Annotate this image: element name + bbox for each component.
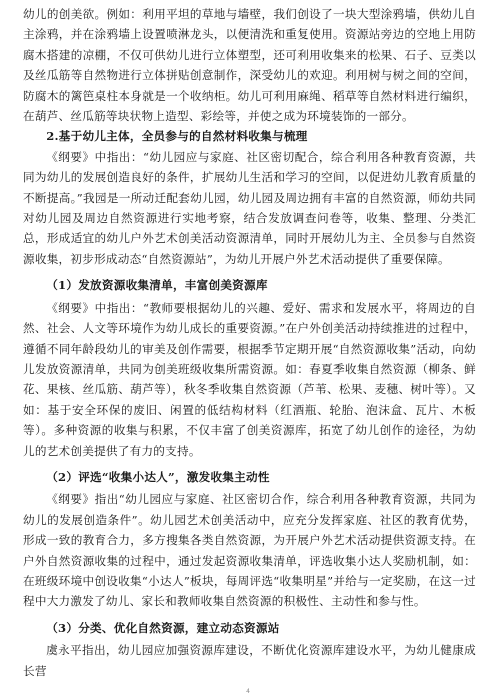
subsection-heading: （1）发放资源收集清单，丰富创美资源库: [46, 278, 268, 293]
section-heading: 2.基于幼儿主体，全员参与的自然材料收集与梳理: [46, 129, 308, 144]
subsection-heading: （3）分类、优化自然资源，建立动态资源站: [46, 620, 280, 635]
body-paragraph: 幼儿的创美欲。例如：利用平坦的草地与墙壁，我们创设了一块大型涂鸦墙，供幼儿自主涂鸦，并在涂鸦墙上设置喷淋龙头，以便清洗和重复使用。资源站旁边的空地上用防腐木搭建的凉棚，不仅可供幼儿进行立体塑型，还可利用收集来的松果、石子、豆类以及丝瓜筋等自然物进行立体拼贴创意制作，深受幼儿的欢迎。利用树与树之间的空间，防腐木的篱笆桌柱本身就是一个收纳柜。幼儿可利用麻绳、稻草等自然材料进行编织，在葫芦、丝瓜筋等块状物上造型、彩绘等，并使之成为环境装饰的一部分。: [23, 7, 476, 124]
body-paragraph: 《纲要》中指出：“教师要根据幼儿的兴趣、爱好、需求和发展水平，将周边的自然、社会、人文等环境作为幼儿成长的重要资源。”在户外创美活动持续推进的过程中，遵循不同年龄段幼儿的审美及创作需要，根据季节定期开展“自然资源收集”活动，向幼儿发放资源清单，共同为创美班级收集所需资源。如：春夏季收集自然资源（柳条、鲜花、果核、丝瓜筋、葫芦等），秋冬季收集自然资源（芦苇、松果、麦穗、树叶等）。又如：基于安全环保的废旧、闲置的低结构材料（红酒瓶、轮胎、泡沫盒、瓦片、木板等）。多种资源的收集与积累，不仅丰富了创美资源库，拓宽了幼儿创作的途径，为幼儿的艺术创美提供了有力的支持。: [23, 300, 476, 458]
body-paragraph: 虞永平指出，幼儿园应加强资源库建设，不断优化资源库建设水平，为幼儿健康成长营: [23, 643, 476, 678]
page-number: 4: [246, 688, 250, 695]
body-paragraph: 《纲要》中指出：“幼儿园应与家庭、社区密切配合，综合利用各种教育资源，共同为幼儿的发展创造良好的条件，扩展幼儿生活和学习的空间，以促进幼儿教育质量的不断提高。”我园是一所动迁配套幼儿园，幼儿园及周边拥有丰富的自然资源，师幼共同对幼儿园及周边自然资源进行实地考察，结合发放调查问卷等，收集、整理、分类汇总，形成适宜的幼儿户外艺术创美活动资源清单，同时开展幼儿为主、全员参与自然资源收集，初步形成动态“自然资源站”，为幼儿开展户外艺术活动提供了重要保障。: [23, 149, 476, 266]
body-paragraph: 《纲要》指出“幼儿园应与家庭、社区密切合作，综合利用各种教育资源，共同为幼儿的发展创造条件”。幼儿园艺术创美活动中，应充分发挥家庭、社区的教育优势，形成一致的教育合力，多方搜集各类自然资源，为开展户外艺术活动提供资源支持。在户外自然资源收集的过程中，通过发起资源收集清单，评选收集小达人奖励机制，如：在班级环境中创设收集“小达人”板块，每周评选“收集明星”并给与一定奖励，在这一过程中大力激发了幼儿、家长和教师收集自然资源的积极性、主动性和参与性。: [23, 492, 476, 609]
subsection-heading: （2）评选“收集小达人”，激发收集主动性: [46, 469, 270, 484]
